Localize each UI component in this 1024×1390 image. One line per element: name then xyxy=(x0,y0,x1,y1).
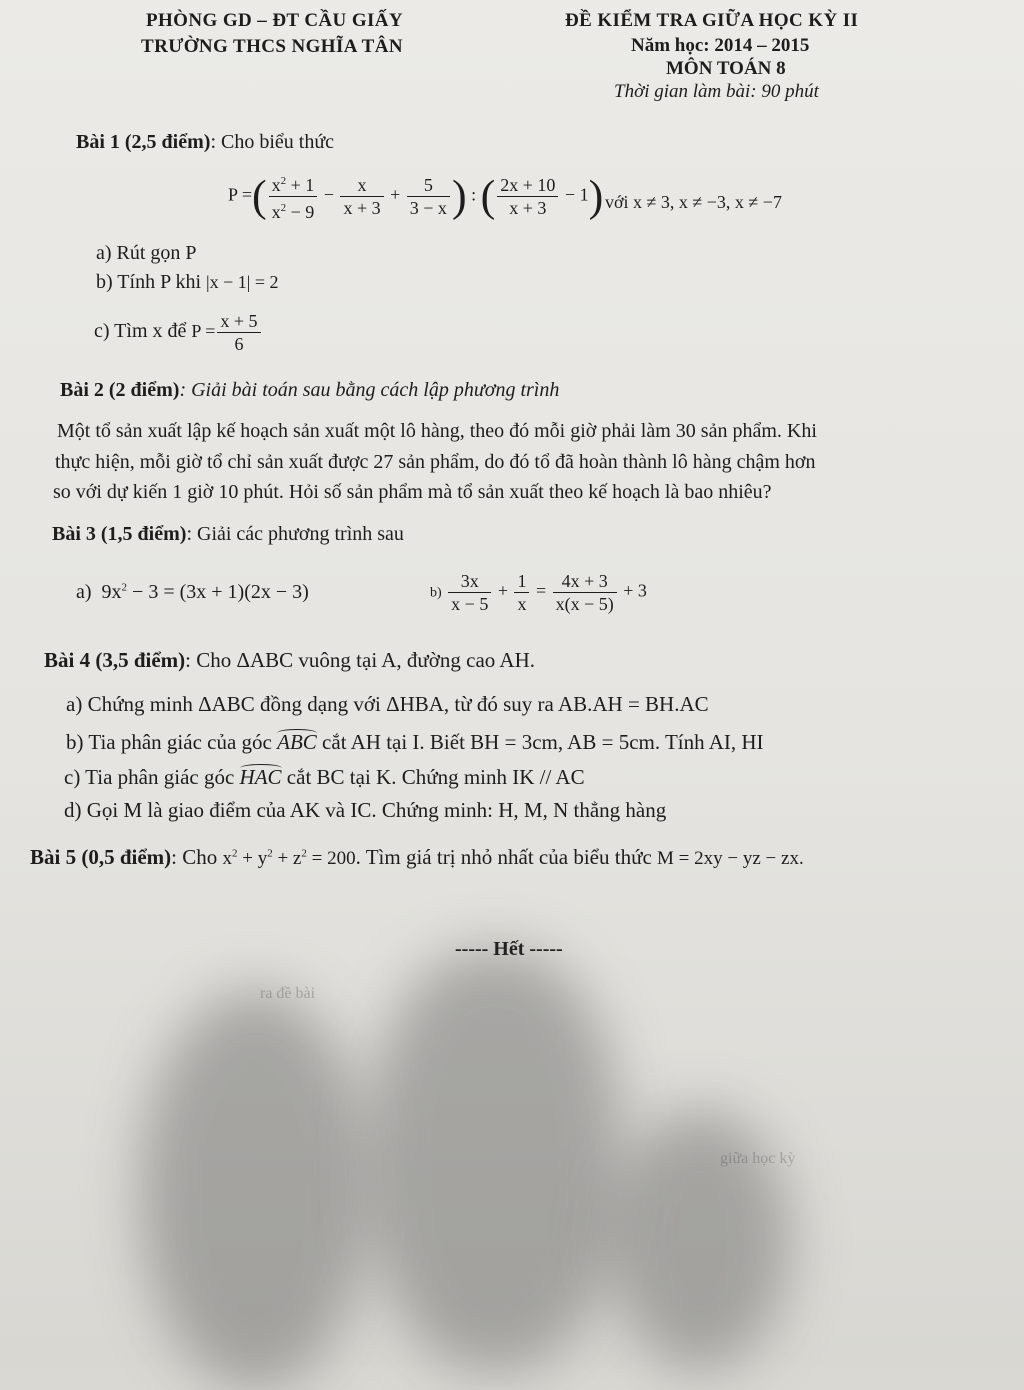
subject: MÔN TOÁN 8 xyxy=(666,58,786,79)
bai1-part-b-text: b) Tính P khi xyxy=(96,271,202,293)
bai1-heading xyxy=(76,131,334,154)
bai3-text: : Giải các phương trình sau xyxy=(186,523,404,545)
bai5-middle: . Tìm giá trị nhỏ nhất của biểu thức xyxy=(355,845,652,869)
hand-shadow xyxy=(140,990,370,1390)
school-name: TRƯỜNG THCS NGHĨA TÂN xyxy=(141,36,403,57)
bai1-part-b xyxy=(96,271,279,294)
hand-shadow xyxy=(610,1110,790,1370)
bai1-formula: P =( $\frac{x^2 + 1}{x^2 - 9}$ − $\frac{x}{x + 3}$ + $\frac{5}{3 - x}$ ) : ( $\frac{2x + 10}{x + 3}$ − 1) xyxy=(228,171,604,222)
bai1-part-b-expr: |x − 1| = 2 xyxy=(206,272,279,292)
bai2-heading xyxy=(60,379,559,402)
bai3-heading xyxy=(52,523,404,546)
bai3-part-a-label: a) xyxy=(76,581,92,603)
bai5-line xyxy=(30,845,804,870)
bai4-part-c-rest: cắt BC tại K. Chứng minh IK // AC xyxy=(286,765,585,789)
exam-title: ĐỀ KIỂM TRA GIỮA HỌC KỲ II xyxy=(565,10,859,31)
bai5-condition: $x^2 + y^2 + z^2 = 200$ xyxy=(222,847,356,869)
angle-abc: ABC xyxy=(277,730,317,754)
bai4-part-c xyxy=(64,765,585,790)
bai2-line-2: thực hiện, mỗi giờ tổ chỉ sản xuất được 27 sản phẩm, do đó tổ đã hoàn thành lô hàng chậm hơn xyxy=(55,451,816,473)
bai4-part-b-rest: cắt AH tại I. Biết BH = 3cm, AB = 5cm. Tính AI, HI xyxy=(322,730,764,754)
bai2-line-3: so với dự kiến 1 giờ 10 phút. Hỏi số sản phẩm mà tổ sản xuất theo kế hoạch là bao nhiêu? xyxy=(53,481,772,503)
bai4-part-a: a) Chứng minh ΔABC đồng dạng với ΔHBA, từ đó suy ra AB.AH = BH.AC xyxy=(66,692,709,716)
bai4-label: Bài 4 (3,5 điểm) xyxy=(44,648,186,672)
bai5-text: : Cho xyxy=(171,845,218,869)
bai5-label: Bài 5 (0,5 điểm) xyxy=(30,845,172,869)
bai4-part-b-text: b) Tia phân giác của góc xyxy=(66,730,272,754)
dept-name: PHÒNG GD – ĐT CẦU GIẤY xyxy=(146,10,404,31)
angle-hac: HAC xyxy=(239,765,282,789)
bai4-part-b xyxy=(66,730,764,755)
bai4-part-c-text: c) Tia phân giác góc xyxy=(64,765,235,789)
bai2-label: Bài 2 (2 điểm) xyxy=(60,379,180,401)
bleed-through-text: ra đề bài xyxy=(260,985,316,1002)
bai4-text: : Cho ΔABC vuông tại A, đường cao AH. xyxy=(185,648,535,672)
bai1-text: : Cho biểu thức xyxy=(210,131,335,153)
bai1-part-a: a) Rút gọn P xyxy=(96,242,197,264)
bai2-line-1: Một tổ sản xuất lập kế hoạch sản xuất một lô hàng, theo đó mỗi giờ phải làm 30 sản phẩm. Khi xyxy=(57,420,817,442)
bai3-label: Bài 3 (1,5 điểm) xyxy=(52,523,187,545)
school-year: Năm học: 2014 – 2015 xyxy=(631,35,810,56)
bai1-label: Bài 1 (2,5 điểm) xyxy=(76,131,211,153)
duration: Thời gian làm bài: 90 phút xyxy=(614,81,819,102)
bai5-expr: M = 2xy − yz − zx. xyxy=(657,848,804,869)
bleed-through-text: giữa học kỳ xyxy=(720,1150,796,1167)
bai1-part-c: c) Tìm x để P = $\frac{x + 5}{6}$ xyxy=(94,310,263,355)
bai1-condition: với x ≠ 3, x ≠ −3, x ≠ −7 xyxy=(605,192,782,212)
bai4-part-d: d) Gọi M là giao điểm của AK và IC. Chứng minh: H, M, N thẳng hàng xyxy=(64,798,667,822)
bai3-part-b-label: b) xyxy=(430,585,442,601)
bai1-part-c-text: c) Tìm x để xyxy=(94,320,187,343)
bai3-part-b: b) $\frac{3x}{x - 5}$ + $\frac{1}{x}$ = $\frac{4x + 3}{x(x - 5)}$ + 3 xyxy=(430,571,647,614)
end-mark: ----- Hết ----- xyxy=(455,938,563,960)
bai2-text: : Giải bài toán sau bằng cách lập phương trình xyxy=(179,379,560,401)
hand-shadow xyxy=(370,950,620,1370)
bai3-part-a: a) $9x^2 - 3 = (3x + 1)(2x - 3)$ xyxy=(76,581,309,603)
bai4-heading xyxy=(44,648,535,673)
